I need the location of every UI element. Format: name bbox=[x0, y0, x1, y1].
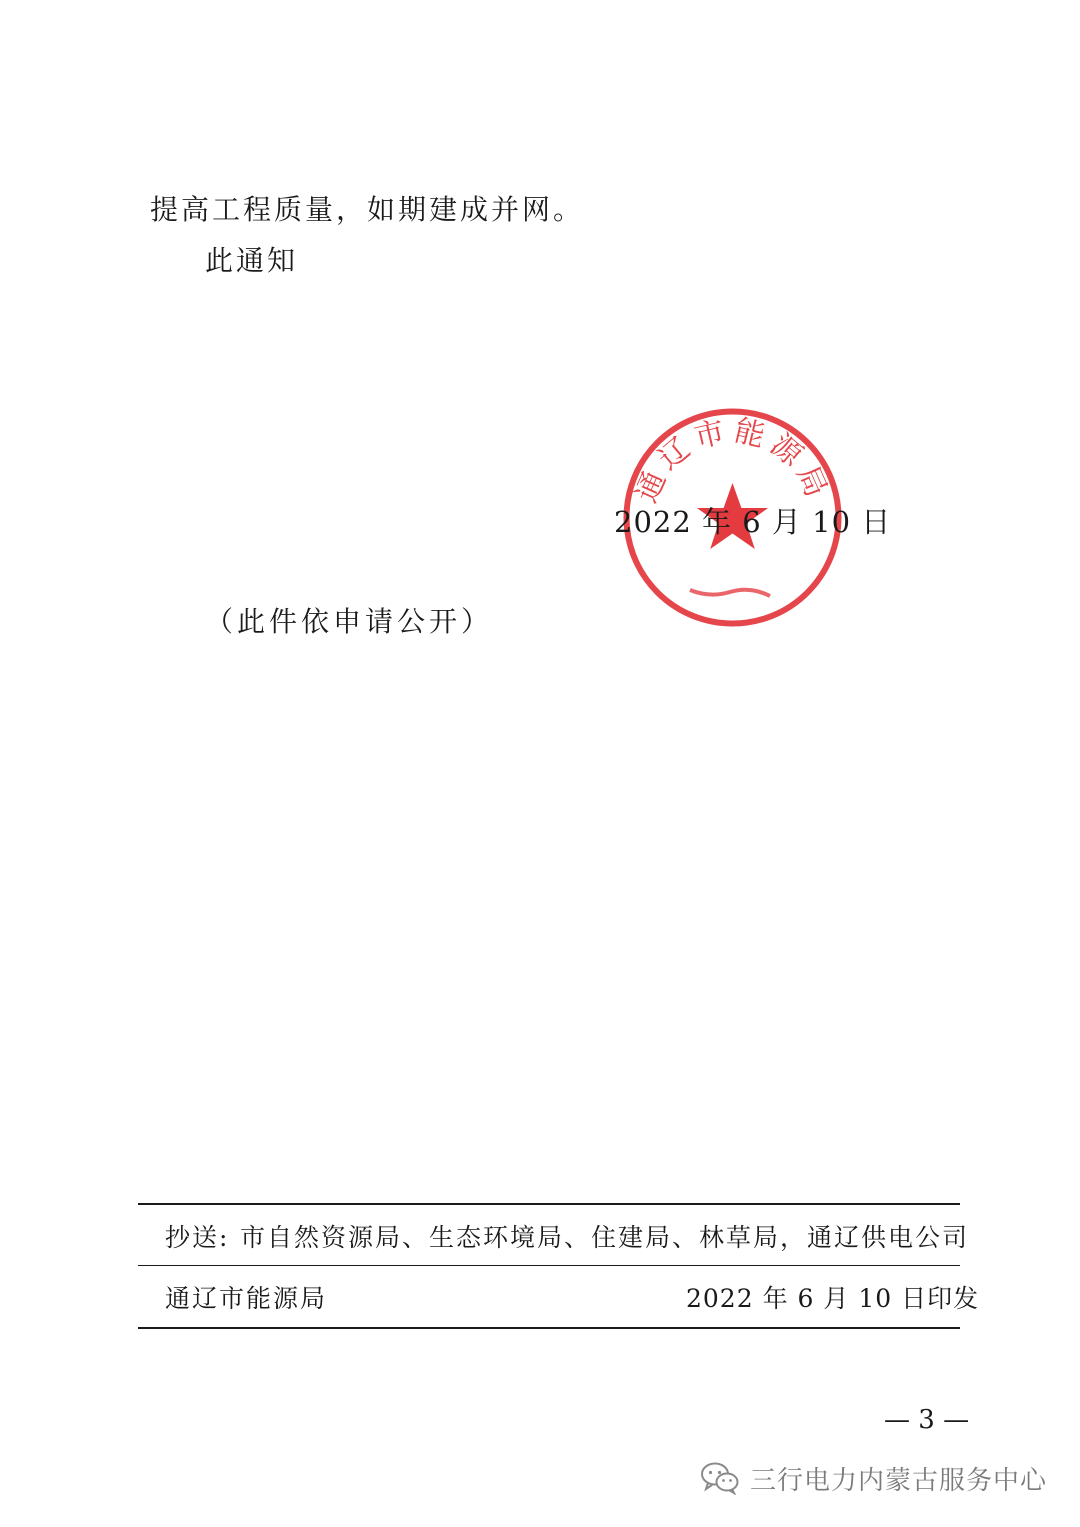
seal-text: 通辽市能源局 bbox=[629, 413, 836, 508]
wechat-icon bbox=[700, 1461, 740, 1495]
closing-text: 此通知 bbox=[205, 244, 299, 277]
body-text-line: 提高工程质量，如期建成并网。 bbox=[150, 193, 585, 226]
watermark bbox=[700, 1458, 1047, 1498]
signature-date: 2022 年 6 月 10 日 bbox=[614, 505, 892, 539]
footer-rule-bottom bbox=[138, 1327, 960, 1329]
watermark-text: 三行电力内蒙古服务中心 bbox=[750, 1465, 1048, 1496]
cc-label: 抄送: bbox=[165, 1223, 230, 1252]
footer-rule-top bbox=[138, 1203, 960, 1205]
publication-note: （此件依申请公开） bbox=[205, 605, 494, 638]
footer-rule-middle bbox=[138, 1265, 960, 1266]
issue-date: 2022 年 6 月 10 日印发 bbox=[686, 1284, 980, 1313]
page-number: — 3 — bbox=[884, 1405, 970, 1435]
issuer-name: 通辽市能源局 bbox=[165, 1284, 328, 1313]
cc-list: 市自然资源局、生态环境局、住建局、林草局，通辽供电公司 bbox=[240, 1223, 970, 1252]
